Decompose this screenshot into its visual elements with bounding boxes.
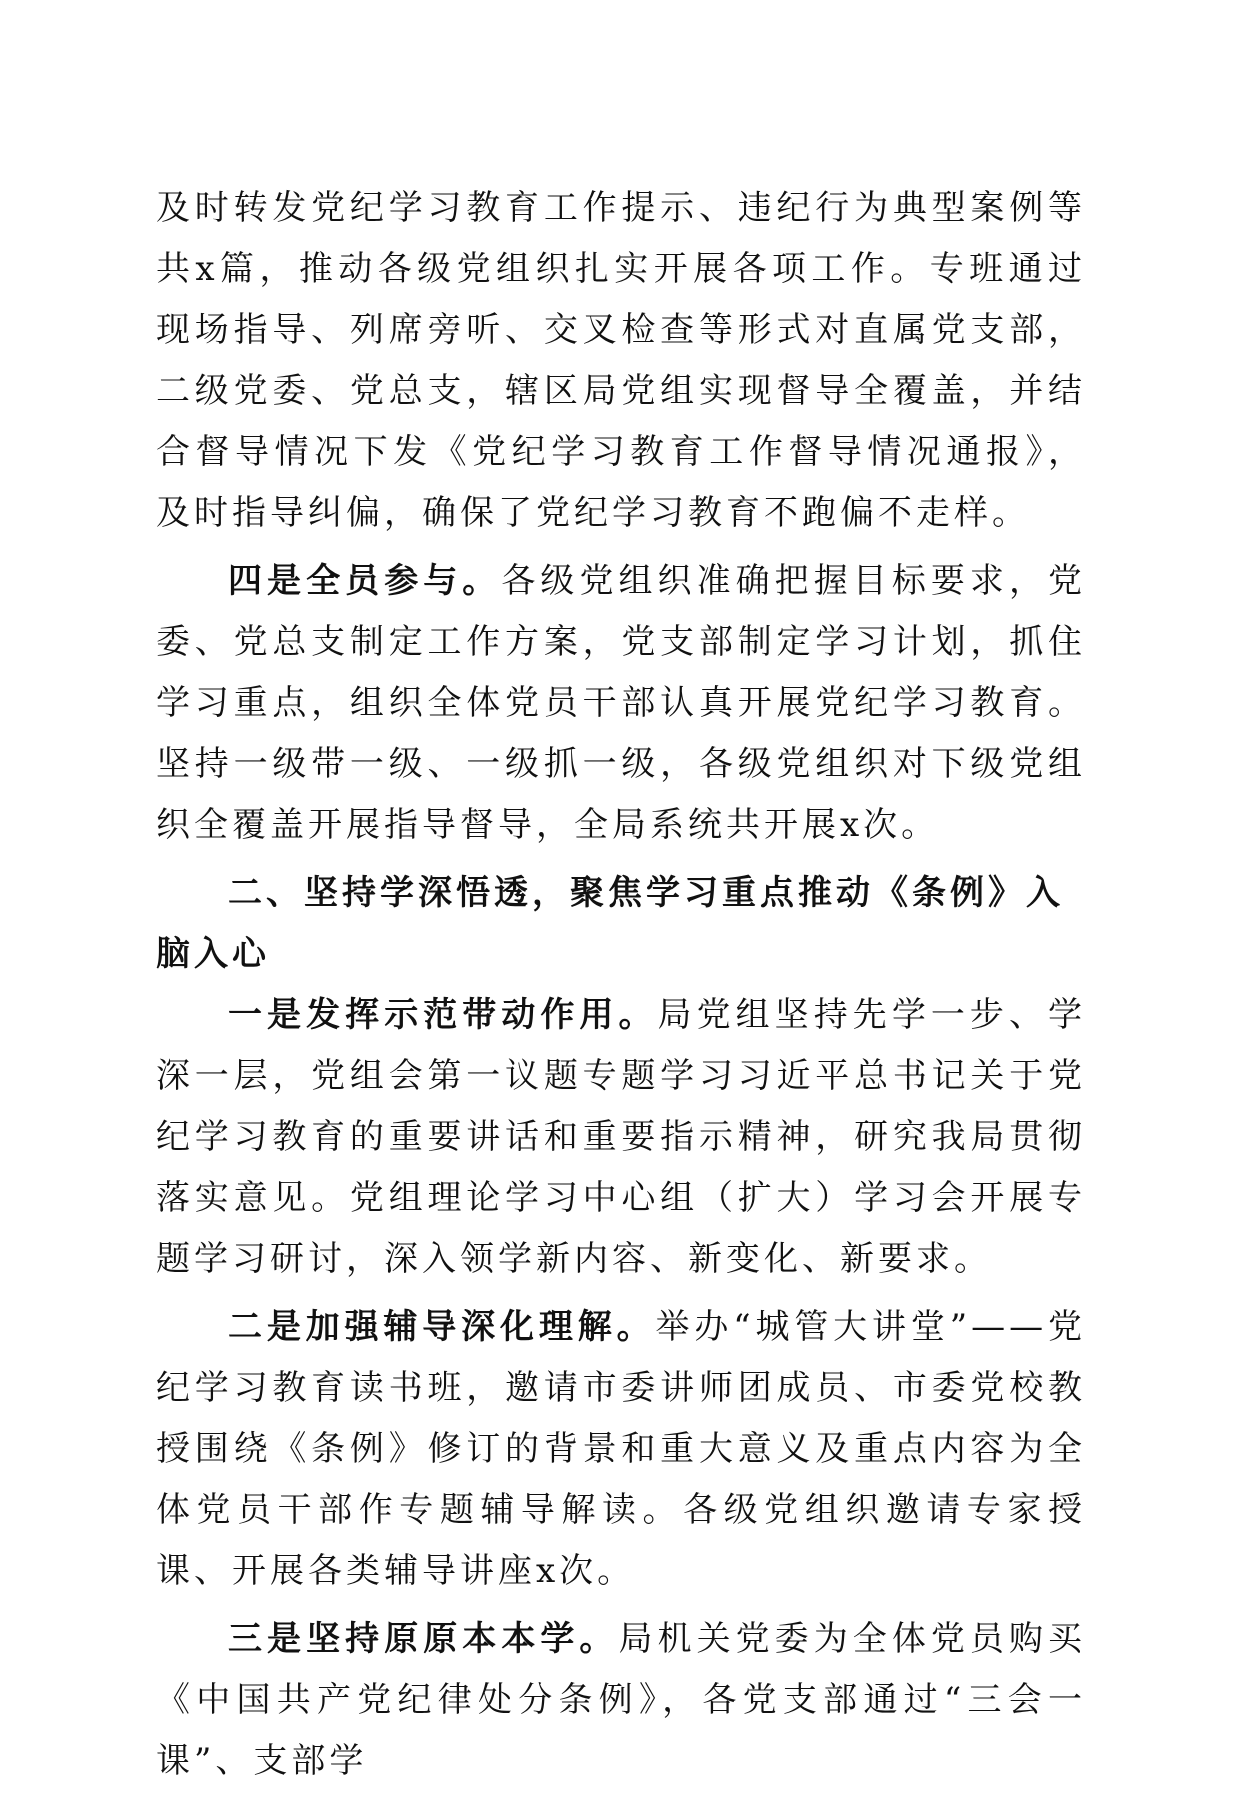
paragraph-2: [156, 551, 1086, 856]
paragraph-1-text: 及时转发党纪学习教育工作提示、违纪行为典型案例等共x篇，推动各级党组织扎实开展各项工作。专班通过现场指导、列席旁听、交叉检查等形式对直属党支部，二级党委、党总支，辖区局党组实现督导全覆盖，并结合督导情况下发《党纪学习教育工作督导情况通报》，及时指导纠偏，确保了党纪学习教育不跑偏不走样。: [156, 188, 1086, 533]
paragraph-5-text: 局机关党委为全体党员购买《中国共产党纪律处分条例》，各党支部通过“三会一课”、支部学: [156, 1619, 1087, 1781]
paragraph-3: [156, 985, 1086, 1290]
paragraph-3-text: 局党组坚持先学一步、学深一层，党组会第一议题专题学习习近平总书记关于党纪学习教育的重要讲话和重要指示精神，研究我局贯彻落实意见。党组理论学习中心组（扩大）学习会开展专题学习研讨，深入领学新内容、新变化、新要求。: [156, 995, 1087, 1279]
paragraph-3-lead: 一是发挥示范带动作用。: [228, 995, 658, 1035]
paragraph-4-lead: 二是加强辅导深化理解。: [228, 1307, 656, 1347]
document-body: [156, 178, 1086, 1799]
paragraph-1: [156, 178, 1086, 544]
paragraph-2-text: 各级党组织准确把握目标要求，党委、党总支制定工作方案，党支部制定学习计划，抓住学习重点，组织全体党员干部认真开展党纪学习教育。坚持一级带一级、一级抓一级，各级党组织对下级党组织全覆盖开展指导督导，全局系统共开展x次。: [156, 561, 1087, 845]
section-heading: 二、坚持学深悟透，聚焦学习重点推动《条例》入脑入心: [156, 873, 1064, 974]
paragraph-4-text: 举办“城管大讲堂”——党纪学习教育读书班，邀请市委讲师团成员、市委党校教授围绕《条例》修订的背景和重大意义及重点内容为全体党员干部作专题辅导解读。各级党组织邀请专家授课、开展各类辅导讲座x次。: [156, 1307, 1087, 1591]
paragraph-5: [156, 1609, 1086, 1792]
paragraph-5-lead: 三是坚持原原本本学。: [228, 1619, 619, 1659]
paragraph-4: [156, 1297, 1086, 1602]
paragraph-2-lead: 四是全员参与。: [228, 561, 502, 601]
